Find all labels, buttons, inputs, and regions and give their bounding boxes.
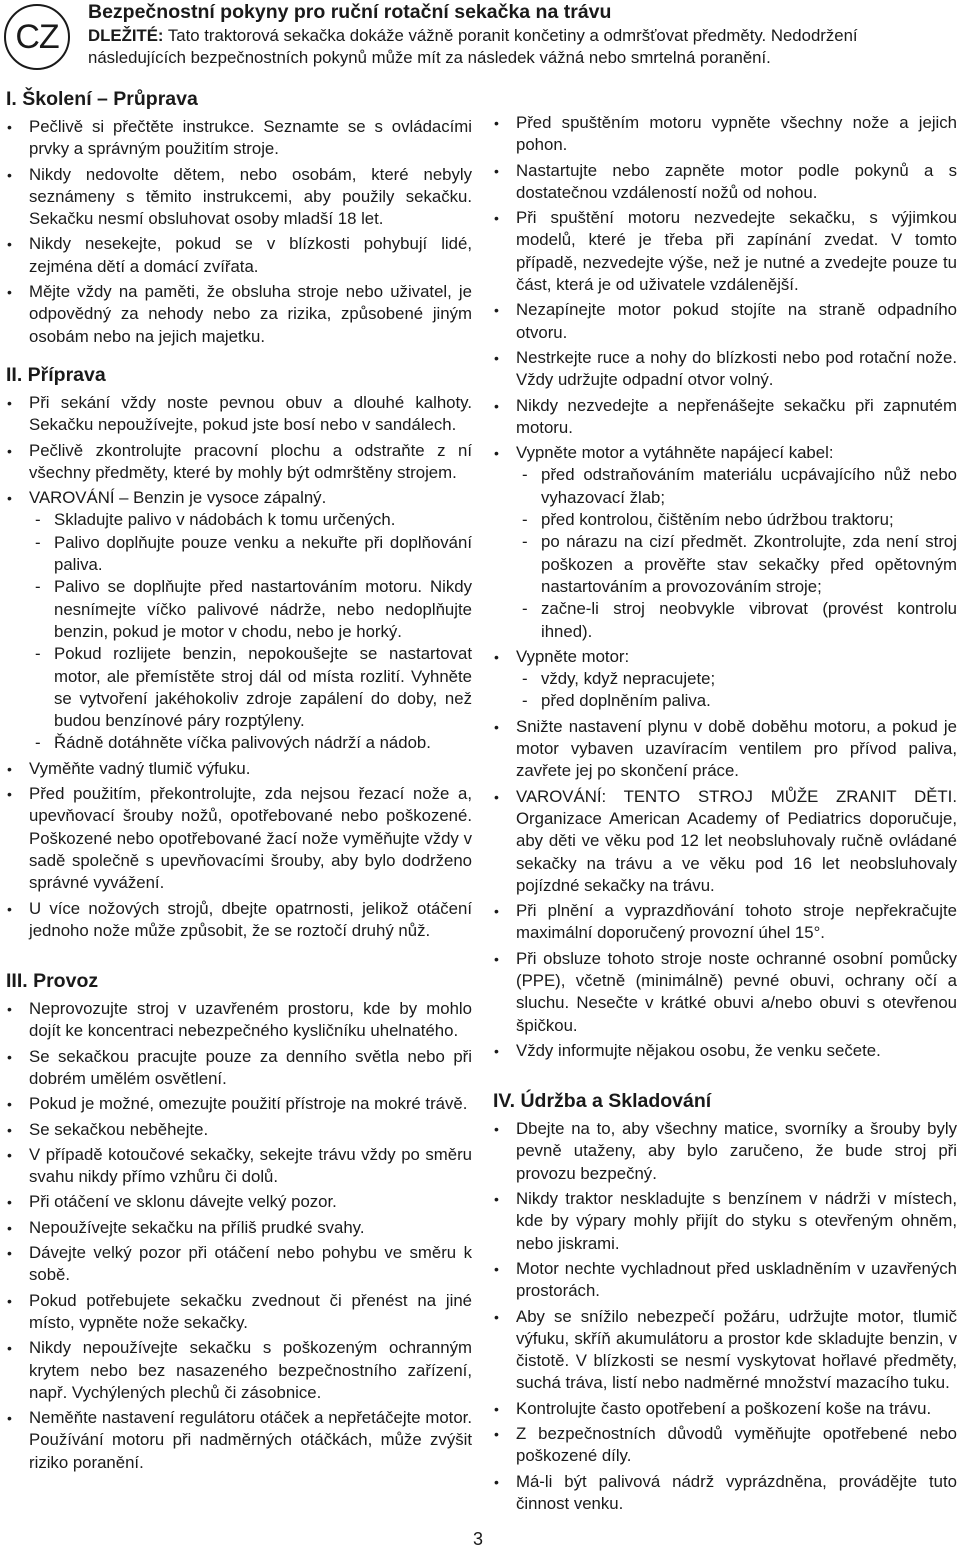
sub-item: - Palivo doplňujte pouze venku a nekuřte při doplňování paliva. <box>35 532 472 577</box>
sub-item: - před doplněním paliva. <box>522 690 957 712</box>
list-item: • Nikdy nepoužívejte sekačku s poškozeným ochranným krytem nebo bez nasazeného bezpečnostního zařízení, např. Vychýlených plechů či zásobnice. <box>6 1337 472 1404</box>
section-heading-maintenance: IV. Údržba a Skladování <box>493 1090 712 1113</box>
maintenance-list <box>493 1118 957 1515</box>
right-column <box>493 112 957 1518</box>
list-item: • Snižte nastavení plynu v době doběhu motoru, a pokud je motor vybaven uzavíracím ventilem pro přívod paliva, zavřete jej po skončení práce. <box>493 716 957 783</box>
list-item: • Nikdy nedovolte dětem, nebo osobám, které nebyly seznámeny s těmito instrukcemi, aby použily sekačku. Sekačku nesmí obsluhovat osoby mladší 18 let. <box>6 164 472 231</box>
document-title: Bezpečnostní pokyny pro ruční rotační sekačka na trávu <box>88 1 612 23</box>
sub-item: - Řádně dotáhněte víčka palivových nádrží a nádob. <box>35 732 472 754</box>
list-item: • Nestrkejte ruce a nohy do blízkosti nebo pod rotační nože. Vždy udržujte odpadní otvor volný. <box>493 347 957 392</box>
training-list <box>6 116 472 348</box>
list-item: • V případě kotoučové sekačky, sekejte trávu vždy po směru svahu nikdy přímo vzhůru či dolů. <box>6 1144 472 1189</box>
power-off-sublist <box>516 464 957 642</box>
section-heading-operation: III. Provoz <box>6 970 99 993</box>
list-item: • Při otáčení ve sklonu dávejte velký pozor. <box>6 1191 472 1213</box>
list-item: • Při plnění a vyprazdňování tohoto stroje nepřekračujte maximální doporučený provozní úhel 15°. <box>493 900 957 945</box>
list-item: • Motor nechte vychladnout před uskladněním v uzavřených prostorách. <box>493 1258 957 1303</box>
list-item: • Pečlivě zkontrolujte pracovní plochu a odstraňte z ní všechny předměty, které by mohly být odmrštěny strojem. <box>6 440 472 485</box>
list-item: • Nikdy traktor neskladujte s benzínem v nádrži v místech, kde by výpary mohly přijít do styku s otevřeným ohněm, nebo jiskrami. <box>493 1188 957 1255</box>
list-item: • Neprovozujte stroj v uzavřeném prostoru, kde by mohlo dojít ke koncentraci nebezpečného kysličníku uhelnatého. <box>6 998 472 1043</box>
engine-off-instruction: Vypněte motor: <box>516 646 630 666</box>
list-item: • Při sekání vždy noste pevnou obuv a dlouhé kalhoty. Sekačku nepoužívejte, pokud jste bosí nebo v sandálech. <box>6 392 472 437</box>
list-item: • Se sekačkou pracujte pouze za denního světla nebo při dobrém umělém osvětlení. <box>6 1046 472 1091</box>
sub-item: - Palivo se doplňujte před nastartováním motoru. Nikdy nesnímejte víčko palivové nádrže, nebo nedoplňujte benzin, pokud je motor v chodu, nebo je horký. <box>35 576 472 643</box>
sub-item: - Pokud rozlijete benzin, nepokoušejte se nastartovat motor, ale přemístěte stroj dál od místa rozlití. Vyhněte se vytvoření jakéhokoliv zdroje zapálení do doby, než budou benzínové páry rozptýleny. <box>35 643 472 732</box>
list-item: • Nikdy nezvedejte a nepřenášejte sekačku při zapnutém motoru. <box>493 395 957 440</box>
list-item <box>6 487 472 755</box>
left-column <box>6 86 472 1477</box>
list-item: • Při spuštění motoru nezvedejte sekačku, s výjimkou modelů, které je třeba při zapínání zvedat. V tomto případě, nezvedejte výše, než je nutné a zvedejte pouze tu část, která je od uživatele vzdálenější. <box>493 207 957 296</box>
list-item: • Nepoužívejte sekačku na příliš prudké svahy. <box>6 1217 472 1239</box>
list-item: • Nikdy nesekejte, pokud se v blízkosti pohybují lidé, zejména dětí a domácí zvířata. <box>6 233 472 278</box>
list-item: • Nezapínejte motor pokud stojíte na straně odpadního otvoru. <box>493 299 957 344</box>
preparation-list <box>6 392 472 942</box>
list-item: • Před spuštěním motoru vypněte všechny nože a jejich pohon. <box>493 112 957 157</box>
list-item: • Pokud je možné, omezujte použití přístroje na mokré trávě. <box>6 1093 472 1115</box>
list-item: • Mějte vždy na paměti, že obsluha stroje nebo uživatel, je odpovědný za nehody nebo za rizika, způsobené jiným osobám nebo na jejich majetku. <box>6 281 472 348</box>
list-item: • Dbejte na to, aby všechny matice, svorníky a šrouby byly pevně utaženy, aby bylo zaručeno, že bude stroj při provozu bezpečný. <box>493 1118 957 1185</box>
fuel-warning: VAROVÁNÍ – Benzin je vysoce zápalný. <box>29 488 327 508</box>
list-item: • Vyměňte vadný tlumič výfuku. <box>6 758 472 780</box>
sub-item: - po nárazu na cizí předmět. Zkontrolujte, zda není stroj poškozen a prověřte stav sekačky před opětovným nastartováním a provozováním stroje; <box>522 531 957 598</box>
list-item <box>493 646 957 713</box>
list-item: • Dávejte velký pozor při otáčení nebo pohybu ve směru k sobě. <box>6 1242 472 1287</box>
list-item: • VAROVÁNÍ: TENTO STROJ MŮŽE ZRANIT DĚTI. Organizace American Academy of Pediatrics doporučuje, aby děti ve věku pod 12 let neobsluhovaly ručně ovládané sekačky na trávu a ve věku pod 16 let neobsluhovaly pojízdné sekačky na trávu. <box>493 786 957 897</box>
sub-item: - začne-li stroj neobvykle vibrovat (provést kontrolu ihned). <box>522 598 957 643</box>
list-item: • Pečlivě si přečtěte instrukce. Seznamte se s ovládacími prvky a správným použitím stroje. <box>6 116 472 161</box>
list-item: • Pokud potřebujete sekačku zvednout či přenést na jiné místo, vypněte nože sekačky. <box>6 1290 472 1335</box>
list-item: • Neměňte nastavení regulátoru otáček a nepřetáčejte motor. Používání motoru při nadměrných otáčkách, může zvýšit riziko poranění. <box>6 1407 472 1474</box>
warning-text: Tato traktorová sekačka dokáže vážně poranit končetiny a odmršťovat předměty. Nedodržení následujících bezpečnostních pokynů může mít za následek vážná nebo smrtelná poranění. <box>88 26 858 67</box>
sub-item: - Skladujte palivo v nádobách k tomu určených. <box>35 509 472 531</box>
list-item: • Kontrolujte často opotřebení a poškození koše na trávu. <box>493 1398 957 1420</box>
page-header <box>0 0 960 80</box>
sub-item: - před odstraňováním materiálu ucpávajícího nůž nebo vyhazovací žlab; <box>522 464 957 509</box>
list-item <box>493 442 957 643</box>
section-heading-preparation: II. Příprava <box>6 363 106 386</box>
engine-off-sublist <box>516 668 957 713</box>
list-item: • Má-li být palivová nádrž vyprázdněna, provádějte tuto činnost venku. <box>493 1471 957 1516</box>
list-item: • U více nožových strojů, dbejte opatrnosti, jelikož otáčení jednoho nože může způsobit, že se roztočí druhý nůž. <box>6 898 472 943</box>
sub-item: - před kontrolou, čištěním nebo údržbou traktoru; <box>522 509 957 531</box>
important-warning <box>88 25 954 69</box>
list-item: • Vždy informujte nějakou osobu, že venku sečete. <box>493 1040 957 1062</box>
list-item: • Se sekačkou neběhejte. <box>6 1119 472 1141</box>
sub-item: - vždy, když nepracujete; <box>522 668 957 690</box>
page-number: 3 <box>473 1529 484 1549</box>
list-item: • Při obsluze tohoto stroje noste ochranné osobní pomůcky (PPE), včetně (minimálně) pevné obuvi, ochrany očí a sluchu. Nesečte v krátké obuvi a/nebo obuvi s otevřenou špičkou. <box>493 948 957 1037</box>
operation-list-continued <box>493 112 957 1062</box>
list-item: • Aby se snížilo nebezpečí požáru, udržujte motor, tlumič výfuku, skříň akumulátoru a prostor kde skladujte benzin, v čistotě. V blízkosti se nesmí vyskytovat hořlavé předměty, suchá tráva, listí nebo nadměrné množství mazacího tuku. <box>493 1306 957 1395</box>
operation-list <box>6 998 472 1474</box>
warning-lead: DLEŽITÉ: <box>88 26 164 45</box>
fuel-sublist <box>29 509 472 754</box>
language-badge: CZ <box>4 4 70 70</box>
section-heading-training: I. Školení – Průprava <box>6 88 198 110</box>
list-item: • Před použitím, překontrolujte, zda nejsou řezací nože a, upevňovací šrouby nožů, opotřebované nebo poškozené. Poškozené nebo opotřebované žací nože vyměňujte vždy v sadě společně s upevňovacími šrouby, aby bylo dodrženo správné vyvážení. <box>6 783 472 894</box>
list-item: • Z bezpečnostních důvodů vyměňujte opotřebené nebo poškozené díly. <box>493 1423 957 1468</box>
list-item: • Nastartujte nebo zapněte motor podle pokynů a s dostatečnou vzdáleností nožů od nohou. <box>493 160 957 205</box>
power-off-instruction: Vypněte motor a vytáhněte napájecí kabel: <box>516 443 834 463</box>
